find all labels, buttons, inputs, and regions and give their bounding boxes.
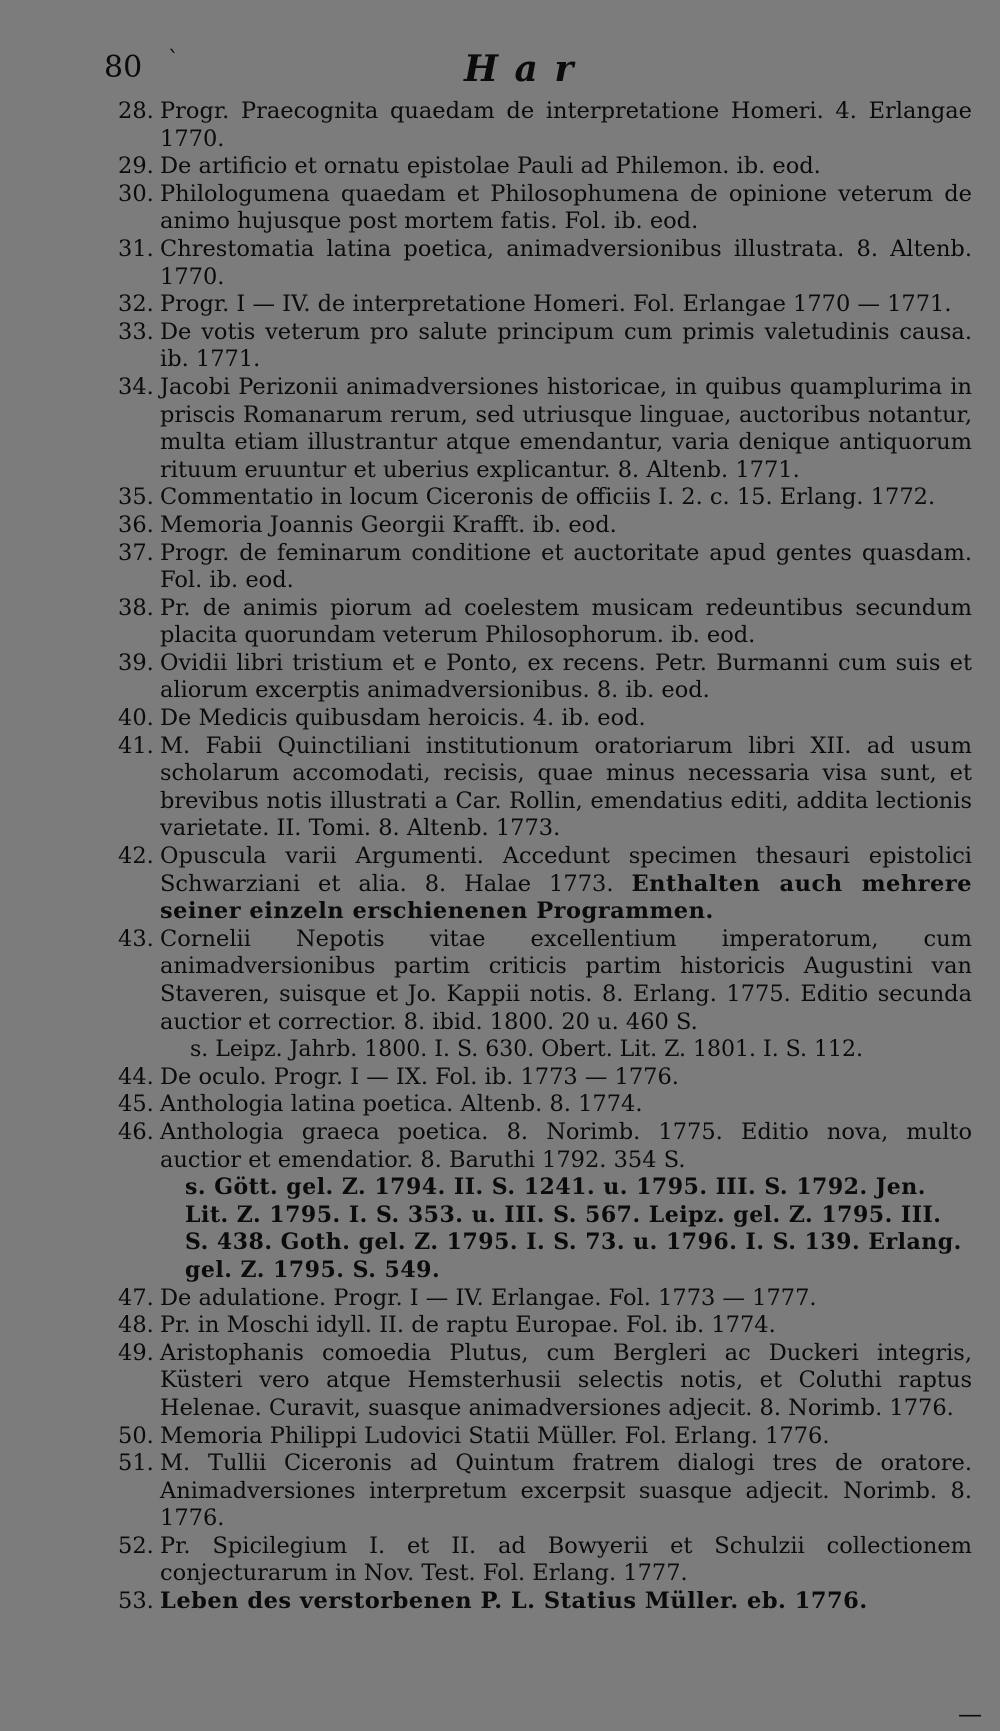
list-item [0, 1285, 1000, 1313]
list-item [0, 98, 1000, 153]
entry-number: 49. [118, 1339, 154, 1366]
header-mark: ` [168, 48, 179, 73]
entry-number: 35. [118, 484, 154, 511]
entry-text: Ovidii libri tristium et e Ponto, ex recens. Petr. Burmanni cum suis et aliorum excerptis animadversionibus. 8. ib. eod. [160, 649, 972, 704]
entry-number: 52. [118, 1532, 154, 1559]
list-item [0, 540, 1000, 595]
entry-number: 51. [118, 1450, 154, 1477]
entry-number: 43. [118, 925, 154, 952]
list-item [0, 319, 1000, 374]
entry-number: 28. [118, 98, 154, 124]
list-item [0, 1588, 1000, 1616]
entry-text: Progr. Praecognita quaedam de interpretatione Homeri. 4. Erlangae 1770. [160, 98, 972, 152]
entry-number: 50. [118, 1422, 154, 1449]
entry-number: 46. [118, 1118, 154, 1145]
entry-number: 36. [118, 511, 154, 538]
footer-mark: — [958, 1700, 982, 1728]
list-item [0, 650, 1000, 705]
list-item [0, 236, 1000, 291]
list-item [0, 1423, 1000, 1451]
list-item [0, 733, 1000, 843]
list-item [0, 1064, 1000, 1092]
entry-number: 44. [118, 1063, 154, 1090]
list-item [0, 926, 1000, 1036]
entry-number: 45. [118, 1091, 154, 1118]
entry-text: Opuscula varii Argumenti. Accedunt specimen thesauri epistolici Schwarziani et alia. 8. Halae 1773. [160, 843, 972, 897]
list-item [0, 484, 1000, 512]
entry-fraktur-title: Leben des verstorbenen P. L. Statius Müller. eb. 1776. [160, 1588, 868, 1615]
entry-fraktur-note: Enthalten auch mehrere seiner einzeln erschienenen Programmen. [160, 870, 973, 925]
entry-number: 33. [118, 318, 154, 345]
entry-text: Commentatio in locum Ciceronis de officiis I. 2. c. 15. Erlang. 1772. [160, 484, 936, 511]
entry-number: 38. [118, 594, 154, 621]
running-head: H a r [464, 48, 576, 90]
entry-text: De votis veterum pro salute principum cum primis valetudinis causa. ib. 1771. [160, 318, 972, 373]
list-item [0, 512, 1000, 540]
page-number: 80 [104, 50, 143, 85]
entry-number: 41. [118, 732, 154, 759]
entry-text: Progr. I — IV. de interpretatione Homeri. Fol. Erlangae 1770 — 1771. [160, 291, 952, 318]
list-item [0, 1533, 1000, 1588]
entry-number: 48. [118, 1312, 154, 1339]
entry-number: 32. [118, 291, 154, 318]
entry-number: 37. [118, 539, 154, 566]
entry-text: Memoria Philippi Ludovici Statii Müller. Fol. Erlang. 1776. [160, 1422, 830, 1449]
list-item [0, 1450, 1000, 1533]
list-item [0, 843, 1000, 926]
entry-number: 29. [118, 153, 154, 180]
list-item [0, 153, 1000, 181]
entry-text: M. Fabii Quinctiliani institutionum oratoriarum libri XII. ad usum scholarum accomodati, recisis, quae minus necessaria visa sunt, et brevibus notis illustrati a Car. Rollin, emendatius editi, addita lectionis varietate. II. Tomi. 8. Altenb. 1773. [160, 732, 972, 842]
list-item [0, 1312, 1000, 1340]
page-header [104, 48, 972, 92]
entry-text: Pr. in Moschi idyll. II. de raptu Europae. Fol. ib. 1774. [160, 1312, 776, 1339]
list-item [0, 291, 1000, 319]
entry-text: Memoria Joannis Georgii Krafft. ib. eod. [160, 511, 617, 538]
entry-text: Jacobi Perizonii animadversiones historicae, in quibus quamplurima in priscis Romanarum rerum, sed utriusque linguae, auctoribus notantur, multa etiam illustrantur atque emendantur, varia denique antiquorum rituum eruuntur et uberius explicantur. 8. Altenb. 1771. [160, 373, 972, 483]
review-reference: s. Leipz. Jahrb. 1800. I. S. 630. Obert. Lit. Z. 1801. I. S. 112. [190, 1037, 863, 1063]
list-item [0, 595, 1000, 650]
entry-text: De oculo. Progr. I — IX. Fol. ib. 1773 — 1776. [160, 1063, 679, 1090]
entry-text: Pr. Spicilegium I. et II. ad Bowyerii et Schulzii collectionem conjecturarum in Nov. Test. Fol. Erlang. 1777. [160, 1532, 972, 1587]
review-reference: s. Gött. gel. Z. 1794. II. S. 1241. u. 1795. III. S. 1792. Jen. Lit. Z. 1795. I. S. 353. u. III. S. 567. Leipz. gel. Z. 1795. III. S. 438. Goth. gel. Z. 1795. I. S. 73. u. 1796. I. S. 139. Erlang. gel. Z. 1795. S. 549. [185, 1174, 962, 1283]
entry-number: 40. [118, 705, 154, 732]
entry-text: Cornelii Nepotis vitae excellentium imperatorum, cum animadversionibus partim criticis partim historicis Augustini van Staveren, suisque et Jo. Kappii notis. 8. Erlang. 1775. Editio secunda auctior et correctior. 8. ibid. 1800. 20 u. 460 S. [160, 925, 972, 1035]
list-item [0, 1091, 1000, 1119]
entry-text: Pr. de animis piorum ad coelestem musicam redeuntibus secundum placita quorundam veterum Philosophorum. ib. eod. [160, 594, 972, 649]
list-item [0, 1340, 1000, 1423]
entry-text: Anthologia graeca poetica. 8. Norimb. 1775. Editio nova, multo auctior et emendatior. 8. Baruthi 1792. 354 S. [160, 1118, 972, 1173]
entry-number: 53. [118, 1588, 154, 1615]
entry-text: De adulatione. Progr. I — IV. Erlangae. Fol. 1773 — 1777. [160, 1284, 817, 1311]
entry-text: De artificio et ornatu epistolae Pauli ad Philemon. ib. eod. [160, 153, 821, 180]
entry-text: De Medicis quibusdam heroicis. 4. ib. eod. [160, 705, 646, 732]
entry-number: 30. [118, 180, 154, 207]
entry-text: Chrestomatia latina poetica, animadversionibus illustrata. 8. Altenb. 1770. [160, 235, 972, 290]
entry-number: 47. [118, 1284, 154, 1311]
entry-number: 34. [118, 373, 154, 400]
entry-text: Philologumena quaedam et Philosophumena de opinione veterum de animo hujusque post mortem fatis. Fol. ib. eod. [160, 180, 972, 235]
entry-number: 39. [118, 649, 154, 676]
list-item [0, 705, 1000, 733]
entry-text: M. Tullii Ciceronis ad Quintum fratrem dialogi tres de oratore. Animadversiones interpretum excerpsit suasque adjecit. Norimb. 8. 1776. [160, 1450, 972, 1532]
bibliography-list [0, 98, 1000, 1616]
entry-number: 42. [118, 843, 154, 870]
list-item [0, 181, 1000, 236]
list-item [0, 374, 1000, 484]
entry-text: Anthologia latina poetica. Altenb. 8. 1774. [160, 1091, 643, 1118]
list-item [0, 1119, 1000, 1174]
entry-number: 31. [118, 235, 154, 262]
entry-text: Aristophanis comoedia Plutus, cum Bergleri ac Duckeri integris, Küsteri vero atque Hemsterhusii selectis notis, et Coluthi raptus Helenae. Curavit, suasque animadversiones adjecit. 8. Norimb. 1776. [160, 1339, 972, 1421]
entry-text: Progr. de feminarum conditione et auctoritate apud gentes quasdam. Fol. ib. eod. [160, 539, 972, 594]
